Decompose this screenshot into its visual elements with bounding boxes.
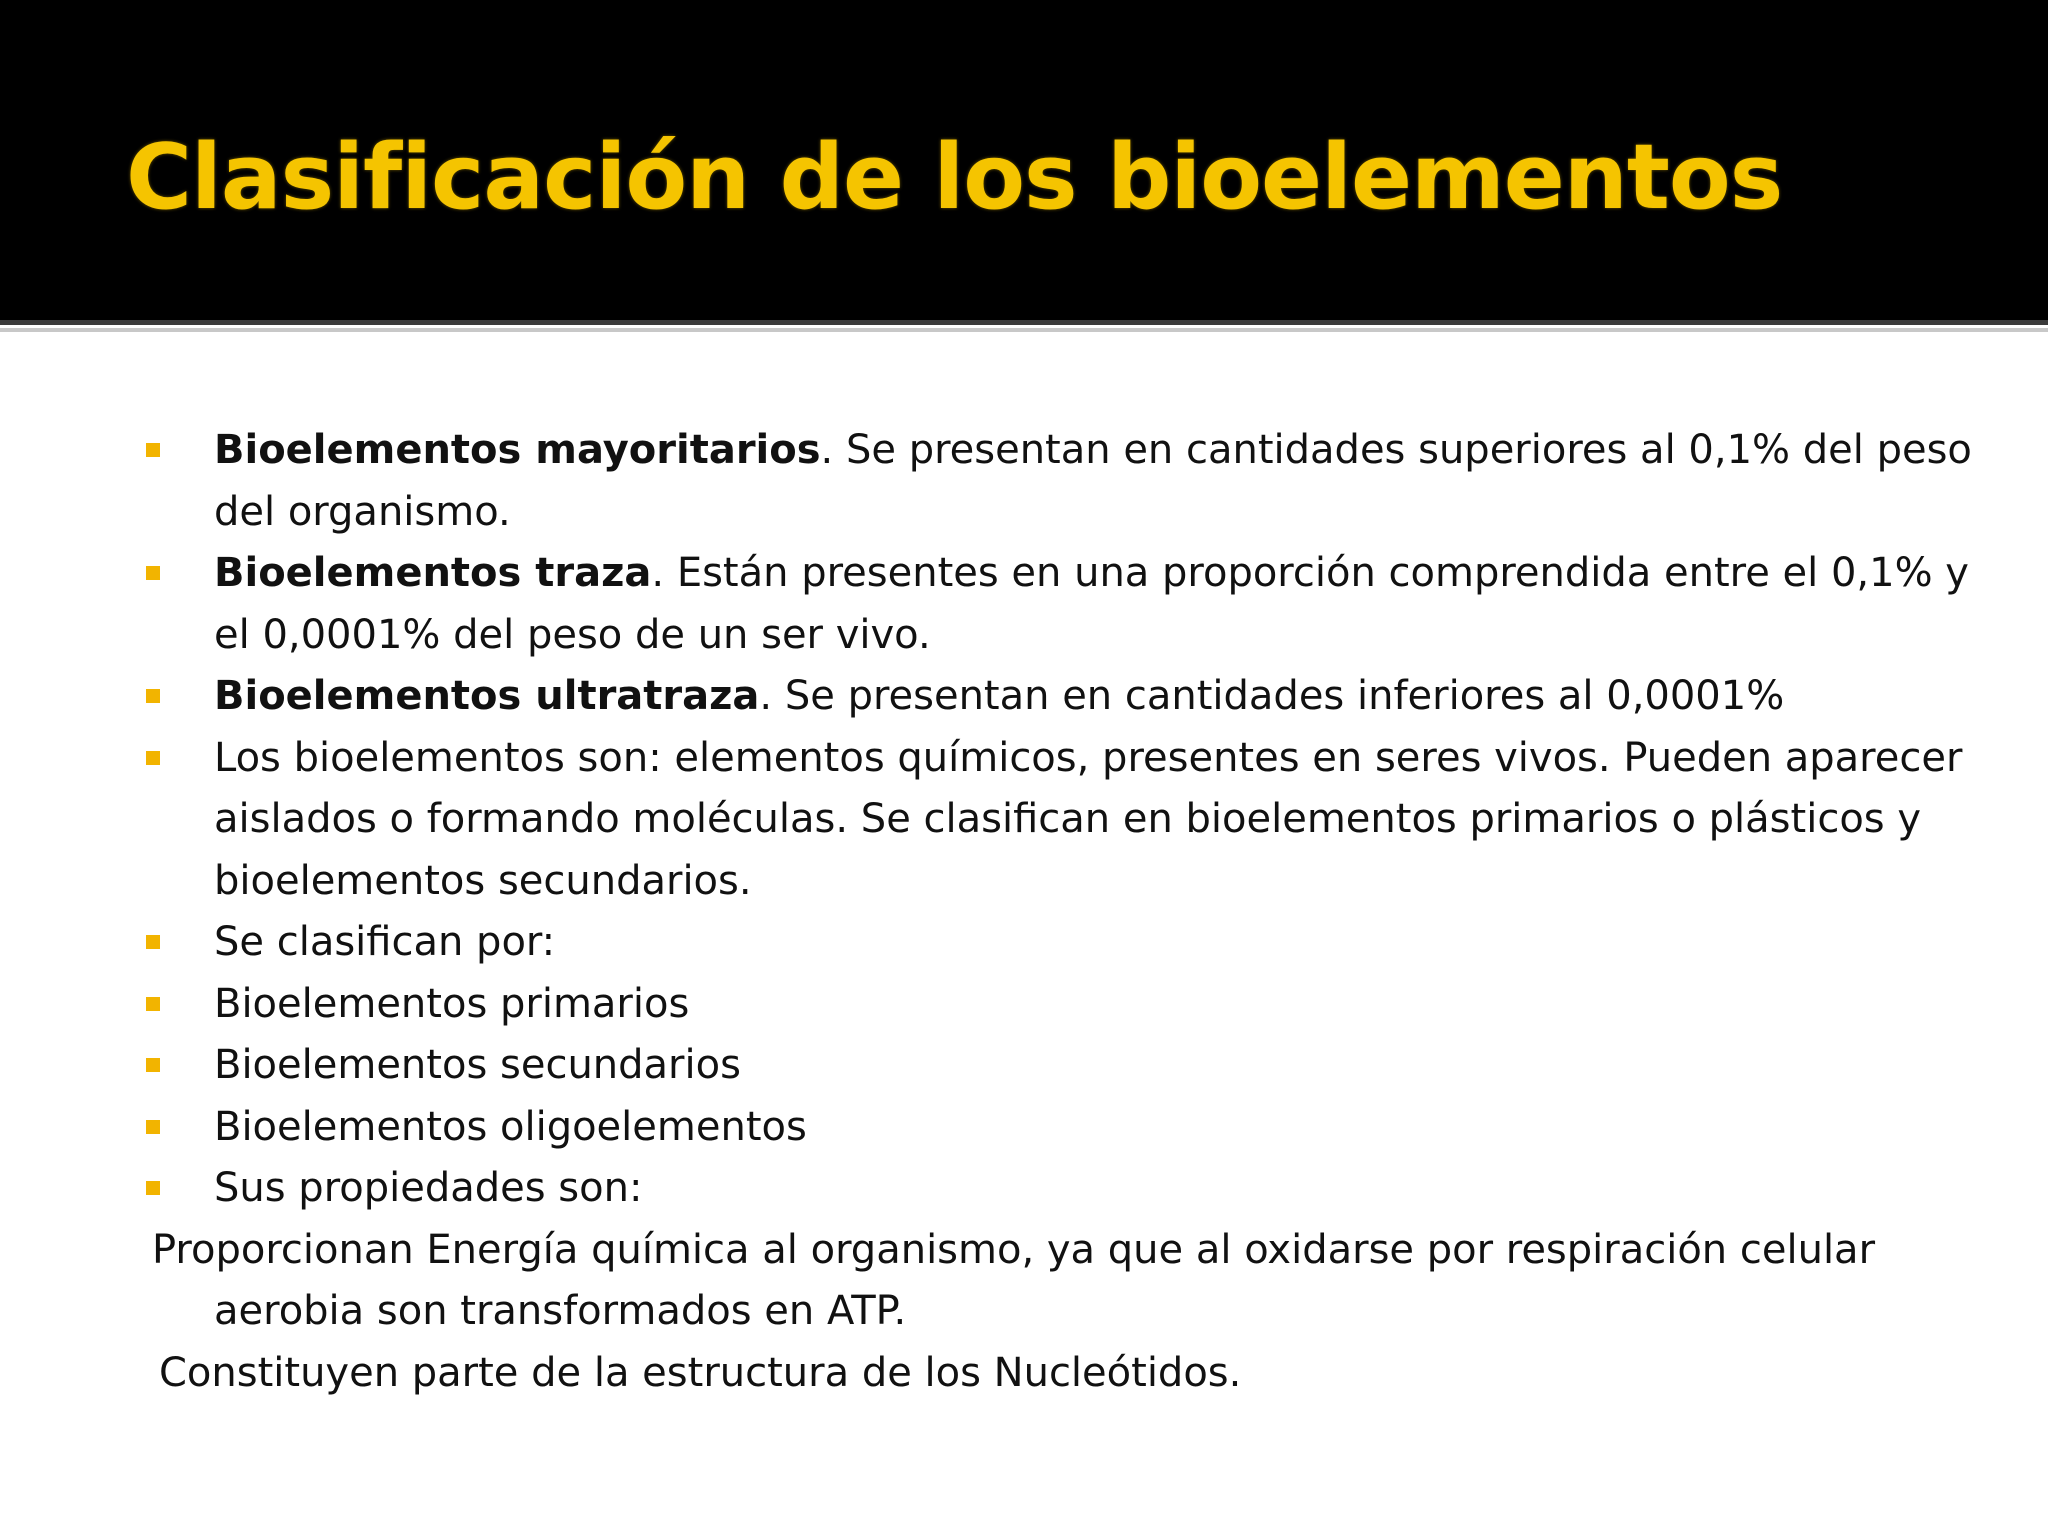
item-text: Se clasifican por: xyxy=(214,919,556,965)
slide-content xyxy=(0,420,2048,1404)
square-bullet-icon xyxy=(146,1181,160,1195)
square-bullet-icon xyxy=(146,566,160,580)
list-item xyxy=(0,728,2048,913)
list-item xyxy=(0,543,2048,666)
list-item xyxy=(0,420,2048,543)
square-bullet-icon xyxy=(146,935,160,949)
list-item xyxy=(0,1035,2048,1097)
square-bullet-icon xyxy=(146,1058,160,1072)
list-item xyxy=(0,912,2048,974)
square-bullet-icon xyxy=(146,751,160,765)
slide-title: Clasificación de los bioelementos xyxy=(126,125,1783,230)
list-item xyxy=(0,1097,2048,1159)
item-heading: Bioelementos traza xyxy=(214,550,652,596)
title-bar xyxy=(0,0,2048,320)
item-text: Bioelementos primarios xyxy=(214,980,690,1027)
item-text: Bioelementos oligoelementos xyxy=(214,1103,807,1150)
square-bullet-icon xyxy=(146,443,160,457)
item-heading: Bioelementos mayoritarios xyxy=(214,427,821,473)
item-text: Los bioelementos son: elementos químicos, presentes en seres vivos. Pueden aparecer aislados o formando moléculas. Se clasifican en bioelementos primarios o plásticos y bioelementos secundarios. xyxy=(214,734,1963,904)
square-bullet-icon xyxy=(146,689,160,703)
square-bullet-icon xyxy=(146,1120,160,1134)
item-text: Sus propiedades son: xyxy=(214,1165,643,1211)
item-text: Bioelementos secundarios xyxy=(214,1042,741,1088)
square-bullet-icon xyxy=(146,997,160,1011)
bullet-list xyxy=(0,420,2048,1220)
title-divider xyxy=(0,320,2048,325)
item-text: . Están presentes en una proporción comprendida entre el 0,1% y el 0,0001% del peso de un ser vivo. xyxy=(214,550,1969,658)
list-item xyxy=(0,974,2048,1036)
list-item xyxy=(0,1158,2048,1220)
item-heading: Bioelementos ultratraza xyxy=(214,673,760,719)
item-text: . Se presentan en cantidades inferiores al 0,0001% xyxy=(759,673,1785,719)
title-divider-shadow xyxy=(0,328,2048,332)
item-text: . Se presentan en cantidades superiores al 0,1% del peso del organismo. xyxy=(214,427,1972,535)
properties-paragraph: Proporcionan Energía química al organismo, ya que al oxidarse por respiración celular aerobia son transformados en ATP. xyxy=(152,1226,1876,1334)
properties-paragraph: Constituyen parte de la estructura de los Nucleótidos. xyxy=(159,1349,1242,1396)
list-item xyxy=(0,666,2048,728)
